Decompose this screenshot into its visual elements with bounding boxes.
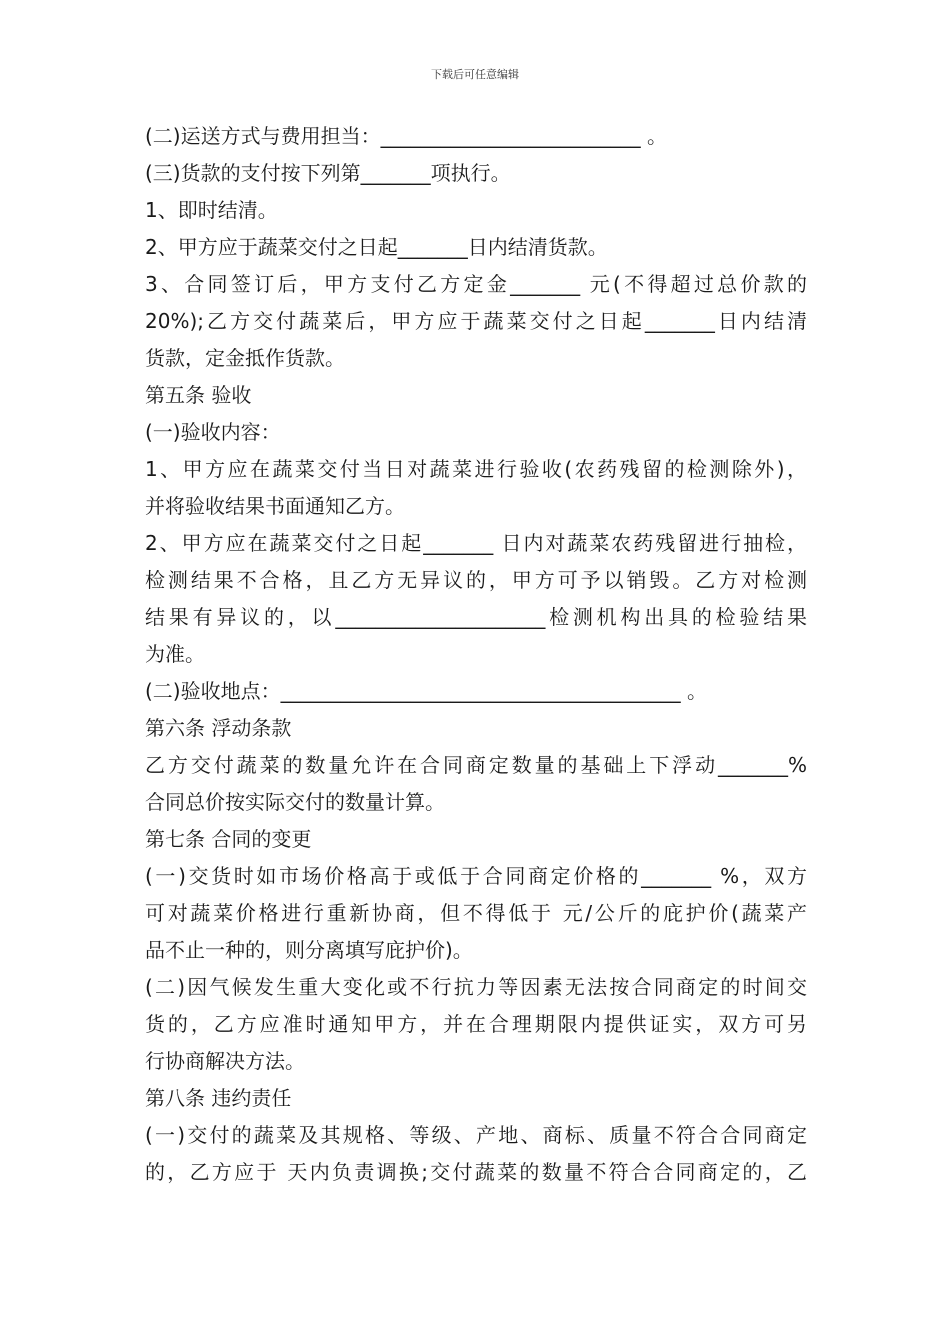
text-line: 为准。 (145, 642, 205, 666)
text-line: 行协商解决方法。 (145, 1049, 305, 1073)
text-line: (一)验收内容： (145, 420, 281, 444)
text-line: 2、甲方应于蔬菜交付之日起_______日内结清货款。 (145, 235, 608, 259)
document-body (145, 118, 807, 1191)
text-line: (一)交付的蔬菜及其规格、等级、产地、商标、质量不符合合同商定 (145, 1123, 807, 1147)
text-line: 1、甲方应在蔬菜交付当日对蔬菜进行验收(农药残留的检测除外)， (145, 457, 807, 481)
text-line: 货的，乙方应准时通知甲方，并在合理期限内提供证实，双方可另 (145, 1012, 807, 1036)
text-line: 2、甲方应在蔬菜交付之日起_______ 日内对蔬菜农药残留进行抽检， (145, 531, 807, 555)
text-line: 合同总价按实际交付的数量计算。 (145, 790, 445, 814)
section-heading: 第六条 浮动条款 (145, 716, 292, 740)
text-line: 可对蔬菜价格进行重新协商，但不得低于 元/公斤的庇护价(蔬菜产 (145, 901, 807, 925)
text-line: 20%);乙方交付蔬菜后，甲方应于蔬菜交付之日起_______日内结清 (145, 309, 807, 333)
text-line: 1、即时结清。 (145, 198, 278, 222)
text-line: 货款，定金抵作货款。 (145, 346, 345, 370)
text-line: 品不止一种的，则分离填写庇护价)。 (145, 938, 473, 962)
text-line: 乙方交付蔬菜的数量允许在合同商定数量的基础上下浮动_______% (145, 753, 807, 777)
text-line: 的，乙方应于 天内负责调换;交付蔬菜的数量不符合合同商定的，乙 (145, 1160, 807, 1184)
text-line: (一)交货时如市场价格高于或低于合同商定价格的_______ %，双方 (145, 864, 807, 888)
text-line: (二)因气候发生重大变化或不行抗力等因素无法按合同商定的时间交 (145, 975, 807, 999)
page-header: 下载后可任意编辑 (431, 68, 519, 81)
text-line: 并将验收结果书面通知乙方。 (145, 494, 405, 518)
section-heading: 第八条 违约责任 (145, 1086, 292, 1110)
text-line: 3、合同签订后，甲方支付乙方定金_______ 元(不得超过总价款的 (145, 272, 807, 296)
text-line: (二)验收地点：________________________________________ 。 (145, 679, 707, 703)
text-line: 结果有异议的，以_____________________检测机构出具的检验结果 (145, 605, 807, 629)
text-line: 检测结果不合格，且乙方无异议的，甲方可予以销毁。乙方对检测 (145, 568, 807, 592)
text-line: (二)运送方式与费用担当：__________________________ 。 (145, 124, 667, 148)
section-heading: 第七条 合同的变更 (145, 827, 312, 851)
section-heading: 第五条 验收 (145, 383, 252, 407)
text-line: (三)货款的支付按下列第_______项执行。 (145, 161, 511, 185)
